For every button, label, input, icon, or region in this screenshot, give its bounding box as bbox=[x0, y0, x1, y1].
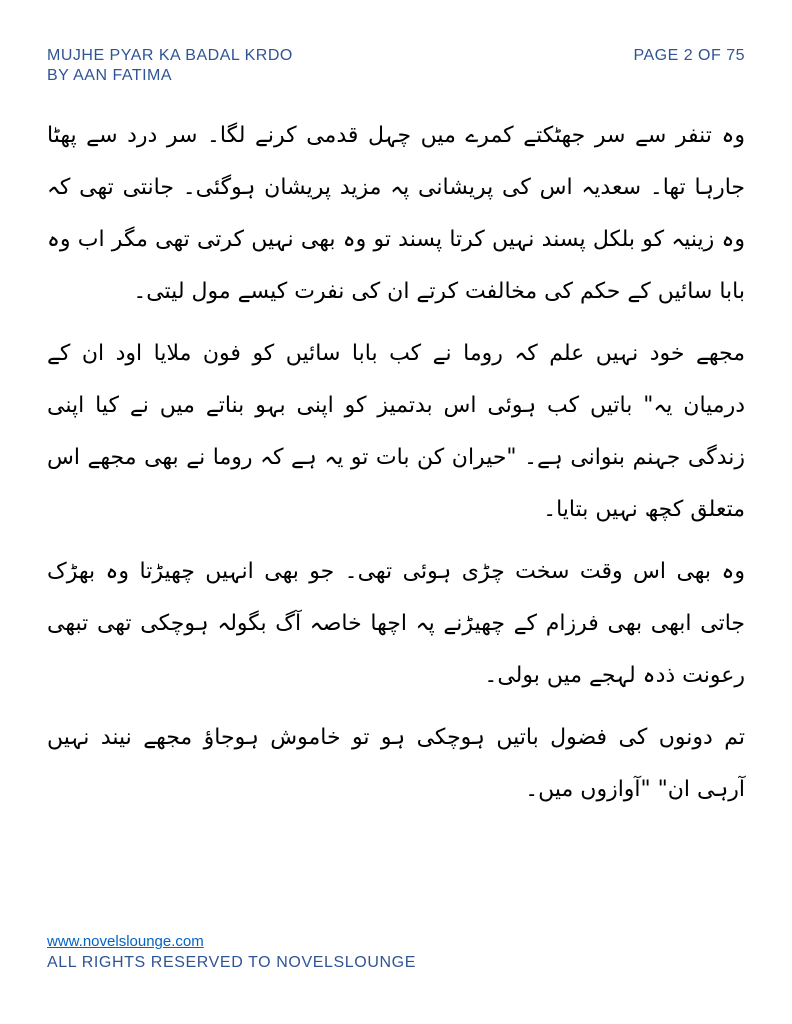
page-number: PAGE 2 OF 75 bbox=[633, 47, 745, 64]
story-body bbox=[47, 110, 745, 816]
author-line: BY AAN FATIMA bbox=[47, 67, 173, 84]
header-left bbox=[47, 46, 293, 86]
header-right bbox=[633, 46, 745, 66]
paragraph-3: وہ بھی اس وقت سخت چڑی ہوئی تھی۔ جو بھی انہیں چھیڑتا وہ بھڑک جاتی ابھی بھی فرزام کے چھیڑنے پہ اچھا خاصہ آگ بگولہ ہوچکی تھی تبھی رعونت ذدہ لہجے میں بولی۔ bbox=[47, 559, 745, 688]
website-link[interactable]: www.novelslounge.com bbox=[47, 933, 204, 950]
paragraph-2: مجھے خود نہیں علم کہ روما نے کب بابا سائیں کو فون ملایا اود ان کے درمیان یہ" باتیں کب ہوئی اس بدتمیز کو اپنی بہو بناتے میں نے کیا اپنی زندگی جہنم بنوانی ہے۔ "حیران کن بات تو یہ ہے کہ روما نے بھی مجھے اس متعلق کچھ نہیں بتایا۔ bbox=[47, 341, 745, 522]
page-footer bbox=[47, 932, 416, 974]
paragraph-4: تم دونوں کی فضول باتیں ہوچکی ہو تو خاموش ہوجاؤ مجھے نیند نہیں آرہی ان" "آوازوں میں۔ bbox=[47, 725, 745, 802]
paragraph-1: وہ تنفر سے سر جھٹکتے کمرے میں چہل قدمی کرنے لگا۔ سر درد سے پھٹا جارہا تھا۔ سعدیہ اس کی پریشانی پہ مزید پریشان ہوگئی۔ جانتی تھی کہ وہ زینیہ کو بلکل پسند نہیں کرتا پسند تو وہ بھی نہیں کرتی تھی مگر اب وہ بابا سائیں کے حکم کی مخالفت کرتے ان کی نفرت کیسے مول لیتی۔ bbox=[47, 123, 745, 304]
rights-notice: ALL RIGHTS RESERVED TO NOVELSLOUNGE bbox=[47, 954, 416, 971]
novel-title: MUJHE PYAR KA BADAL KRDO bbox=[47, 47, 293, 64]
